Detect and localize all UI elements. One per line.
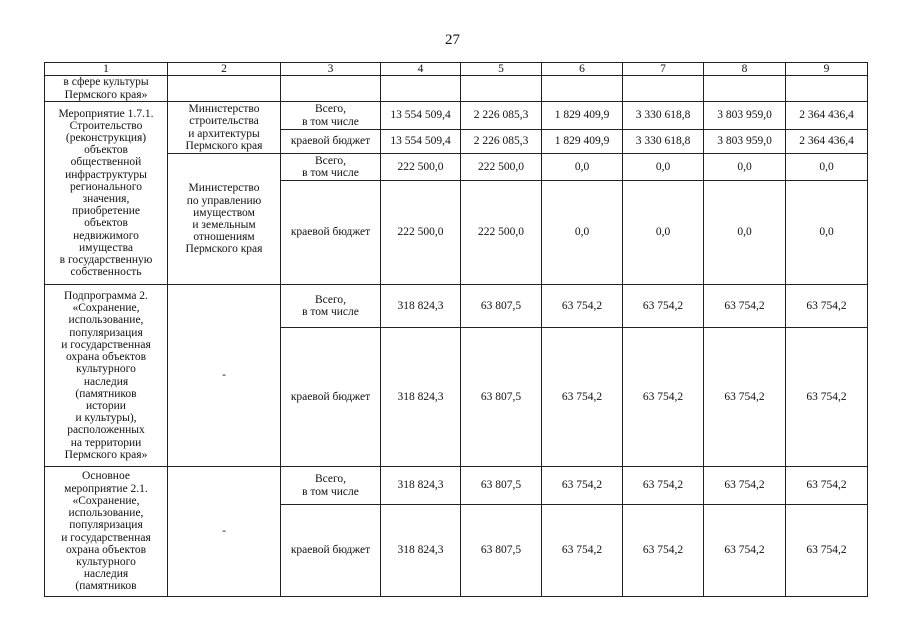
value-cell: 63 807,5 <box>461 467 542 505</box>
value-cell: 2 226 085,3 <box>461 130 542 154</box>
header-cell: 2 <box>168 63 281 76</box>
activity-2-1-name: Основное мероприятие 2.1. «Сохранение, использование, популяризация и государственная охрана объектов культурного наследия (памятников <box>45 467 168 597</box>
subprogram-2-executor: - <box>168 285 281 467</box>
value-cell: 0,0 <box>704 154 786 181</box>
header-cell: 8 <box>704 63 786 76</box>
value-cell: 63 754,2 <box>623 505 704 597</box>
value-cell: 63 754,2 <box>623 467 704 505</box>
value-cell: 3 330 618,8 <box>623 102 704 130</box>
activity-1-7-1-name: Мероприятие 1.7.1. Строительство (реконструкция) объектов общественной инфраструктуры регионального значения, приобретение объектов недвижимого имущества в государственную собственность <box>45 102 168 285</box>
value-cell: 318 824,3 <box>381 467 461 505</box>
value-cell: 1 829 409,9 <box>542 130 623 154</box>
source-regional-budget: краевой бюджет <box>281 505 381 597</box>
source-regional-budget: краевой бюджет <box>281 130 381 154</box>
value-cell: 63 754,2 <box>704 505 786 597</box>
source-regional-budget: краевой бюджет <box>281 181 381 285</box>
value-cell: 63 807,5 <box>461 328 542 467</box>
table-row <box>45 285 868 328</box>
continuation-row <box>45 76 868 102</box>
value-cell: 13 554 509,4 <box>381 102 461 130</box>
value-cell: 222 500,0 <box>381 181 461 285</box>
value-cell: 63 754,2 <box>542 328 623 467</box>
subprogram-2-name: Подпрограмма 2. «Сохранение, использование, популяризация и государственная охрана объектов культурного наследия (памятников истории и культуры), расположенных на территории Пермского края» <box>45 285 168 467</box>
value-cell: 63 807,5 <box>461 285 542 328</box>
header-cell: 9 <box>786 63 868 76</box>
value-cell: 318 824,3 <box>381 285 461 328</box>
value-cell: 63 754,2 <box>542 285 623 328</box>
value-cell: 63 754,2 <box>623 285 704 328</box>
value-cell: 0,0 <box>786 181 868 285</box>
executor-ministry-property: Министерство по управлению имуществом и земельным отношениям Пермского края <box>168 154 281 285</box>
value-cell: 0,0 <box>542 154 623 181</box>
budget-table <box>44 62 868 597</box>
source-total: Всего, в том числе <box>281 154 381 181</box>
source-total: Всего, в том числе <box>281 102 381 130</box>
value-cell: 2 364 436,4 <box>786 130 868 154</box>
table-row <box>45 102 868 130</box>
value-cell: 222 500,0 <box>461 154 542 181</box>
value-cell: 63 754,2 <box>623 328 704 467</box>
value-cell: 13 554 509,4 <box>381 130 461 154</box>
value-cell: 0,0 <box>623 154 704 181</box>
value-cell: 0,0 <box>542 181 623 285</box>
header-row <box>45 63 868 76</box>
value-cell: 63 807,5 <box>461 505 542 597</box>
value-cell: 63 754,2 <box>786 328 868 467</box>
value-cell: 63 754,2 <box>542 467 623 505</box>
continuation-name: в сфере культуры Пермского края» <box>45 76 168 102</box>
value-cell: 63 754,2 <box>786 285 868 328</box>
value-cell: 318 824,3 <box>381 505 461 597</box>
value-cell: 63 754,2 <box>786 467 868 505</box>
value-cell: 3 803 959,0 <box>704 130 786 154</box>
executor-ministry-construction: Министерство строительства и архитектуры Пермского края <box>168 102 281 154</box>
source-total: Всего, в том числе <box>281 285 381 328</box>
table-row <box>45 467 868 505</box>
value-cell: 3 803 959,0 <box>704 102 786 130</box>
value-cell: 222 500,0 <box>381 154 461 181</box>
value-cell: 63 754,2 <box>786 505 868 597</box>
header-cell: 3 <box>281 63 381 76</box>
value-cell: 318 824,3 <box>381 328 461 467</box>
page-number: 27 <box>445 32 460 48</box>
value-cell: 63 754,2 <box>704 467 786 505</box>
source-total: Всего, в том числе <box>281 467 381 505</box>
value-cell: 0,0 <box>623 181 704 285</box>
value-cell: 63 754,2 <box>542 505 623 597</box>
value-cell: 63 754,2 <box>704 328 786 467</box>
header-cell: 6 <box>542 63 623 76</box>
activity-2-1-executor: - <box>168 467 281 597</box>
source-regional-budget: краевой бюджет <box>281 328 381 467</box>
value-cell: 0,0 <box>786 154 868 181</box>
header-cell: 5 <box>461 63 542 76</box>
value-cell: 222 500,0 <box>461 181 542 285</box>
header-cell: 1 <box>45 63 168 76</box>
value-cell: 1 829 409,9 <box>542 102 623 130</box>
header-cell: 4 <box>381 63 461 76</box>
value-cell: 3 330 618,8 <box>623 130 704 154</box>
header-cell: 7 <box>623 63 704 76</box>
table-row <box>45 154 868 181</box>
value-cell: 2 226 085,3 <box>461 102 542 130</box>
value-cell: 0,0 <box>704 181 786 285</box>
value-cell: 63 754,2 <box>704 285 786 328</box>
value-cell: 2 364 436,4 <box>786 102 868 130</box>
